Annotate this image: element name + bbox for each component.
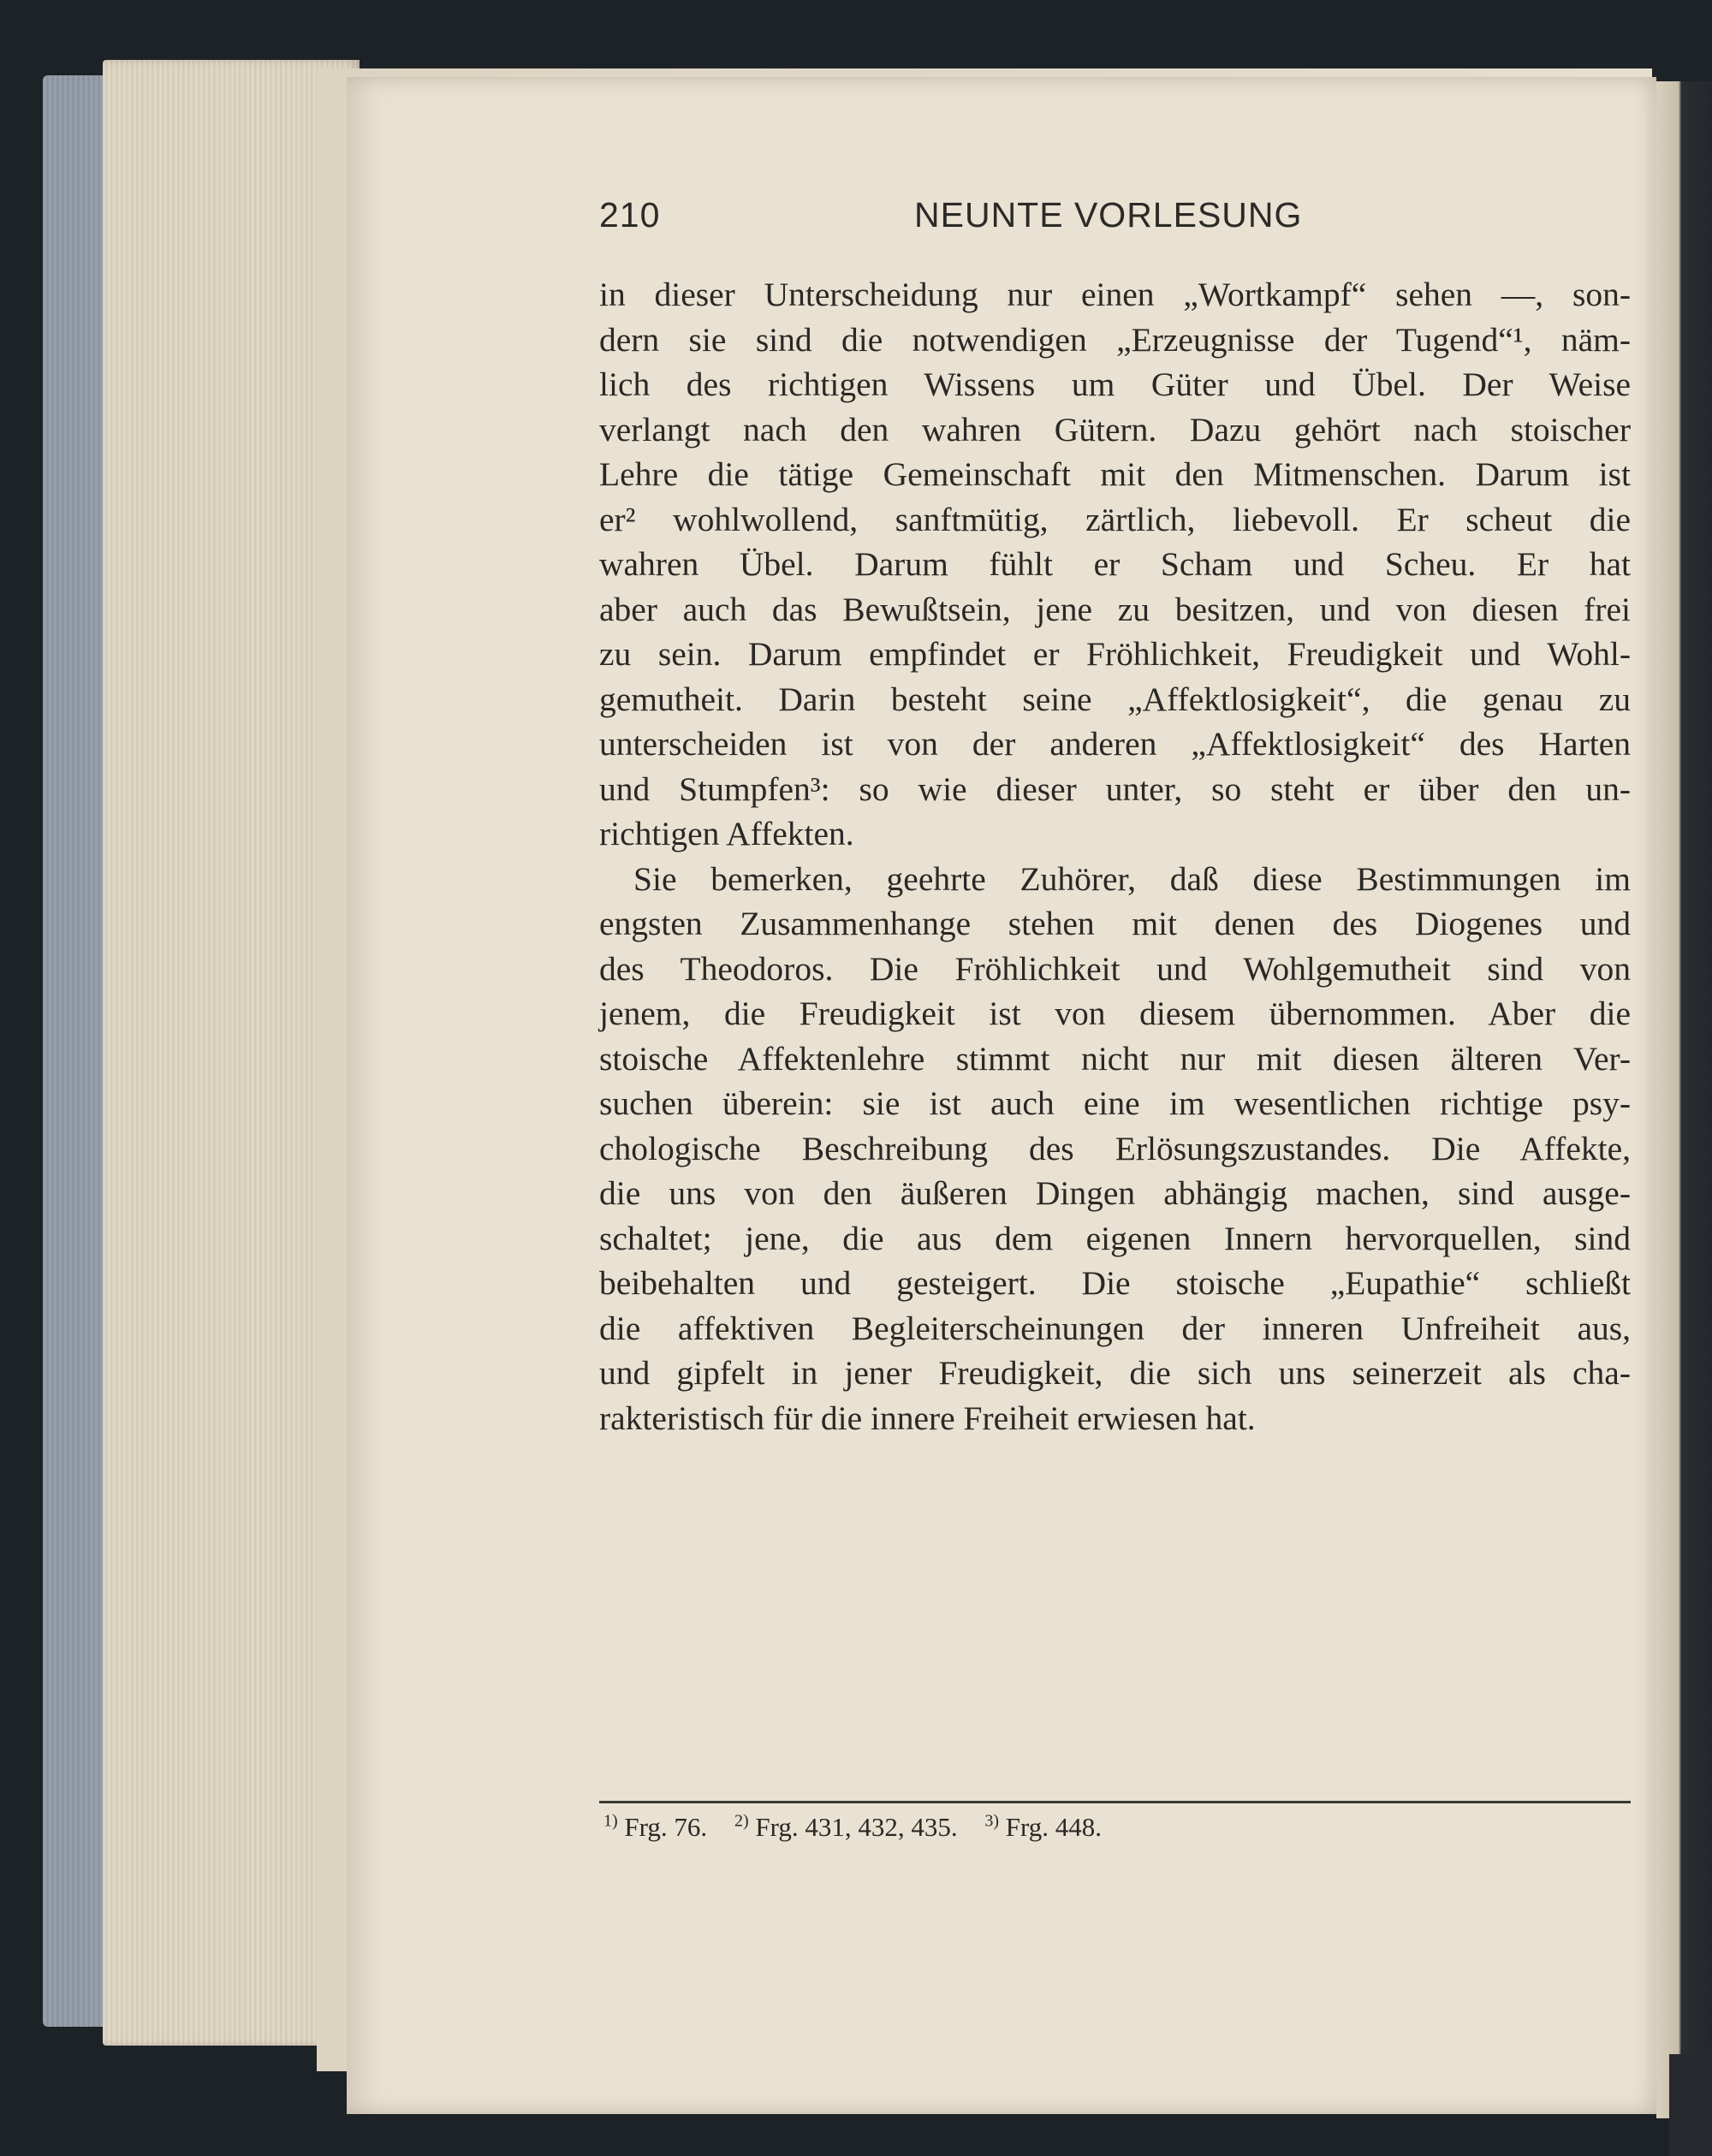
bookmark-ribbon [1669,2054,1712,2156]
text-line: beibehalten und gesteigert. Die stoische „Eupathie“ schließt [599,1264,1631,1302]
text-line: aber auch das Bewußtsein, jene zu besitzen, und von diesen frei [599,590,1631,628]
text-line: schaltet; jene, die aus dem eigenen Innern hervorquellen, sind [599,1219,1631,1257]
text-line: dern sie sind die notwendigen „Erzeugnisse der Tugend“¹, näm- [599,320,1631,359]
text-line: zu sein. Darum empfindet er Fröhlichkeit, Freudigkeit und Wohl- [599,635,1631,673]
running-head: NEUNTE VORLESUNG [914,195,1303,235]
footnote-text: Frg. 431, 432, 435. [755,1812,958,1843]
text-line: und Stumpfen³: so wie dieser unter, so steht er über den un- [599,769,1631,808]
page-number: 210 [599,195,661,235]
footnote [603,1812,707,1842]
footnote [734,1812,958,1842]
footnote-mark: 3) [984,1812,1000,1831]
footnote-mark: 1) [603,1812,618,1831]
page-header [599,195,1335,246]
text-line: chologische Beschreibung des Erlösungszustandes. Die Affekte, [599,1129,1631,1167]
footnote-text: Frg. 76. [624,1812,708,1843]
text-line: wahren Übel. Darum fühlt er Scham und Scheu. Er hat [599,545,1631,583]
text-line: stoische Affektenlehre stimmt nicht nur mit diesen älteren Ver- [599,1039,1631,1078]
text-line: in dieser Unterscheidung nur einen „Wortkampf“ sehen —, son- [599,276,1631,313]
text-line: suchen überein: sie ist auch eine im wesentlichen richtige psy- [599,1084,1631,1122]
text-line: die uns von den äußeren Dingen abhängig machen, sind ausge- [599,1174,1631,1212]
text-line: die affektiven Begleiterscheinungen der inneren Unfreiheit aus, [599,1309,1631,1347]
text-line: unterscheiden ist von der anderen „Affektlosigkeit“ des Harten [599,725,1631,763]
text-line: jenem, die Freudigkeit ist von diesem übernommen. Aber die [599,995,1631,1032]
text-line: des Theodoros. Die Fröhlichkeit und Wohlgemutheit sind von [599,949,1631,988]
text-line: Lehre die tätige Gemeinschaft mit den Mitmenschen. Darum ist [599,455,1631,493]
footnote [984,1812,1102,1842]
footnote-text: Frg. 448. [1005,1812,1103,1843]
text-line: lich des richtigen Wissens um Güter und Übel. Der Weise [599,365,1631,403]
text-line: verlangt nach den wahren Gütern. Dazu gehört nach stoischer [599,410,1631,448]
footnote-rule [599,1801,1631,1803]
text-line: engsten Zusammenhange stehen mit denen des Diogenes und [599,905,1631,942]
text-line: richtigen Affekten. [599,815,854,852]
text-line: Sie bemerken, geehrte Zuhörer, daß diese Bestimmungen im [633,859,1631,898]
book-cover-right [1656,81,1712,2118]
text-line: gemutheit. Darin besteht seine „Affektlosigkeit“, die genau zu [599,680,1631,718]
text-line: er² wohlwollend, sanftmütig, zärtlich, liebevoll. Er scheut die [599,500,1631,538]
text-line: und gipfelt in jener Freudigkeit, die sich uns seinerzeit als cha- [599,1354,1631,1392]
footnotes [603,1812,1374,1843]
text-line: rakteristisch für die innere Freiheit erwiesen hat. [599,1399,1256,1437]
body-text [599,272,1631,1440]
footnote-mark: 2) [734,1812,749,1831]
